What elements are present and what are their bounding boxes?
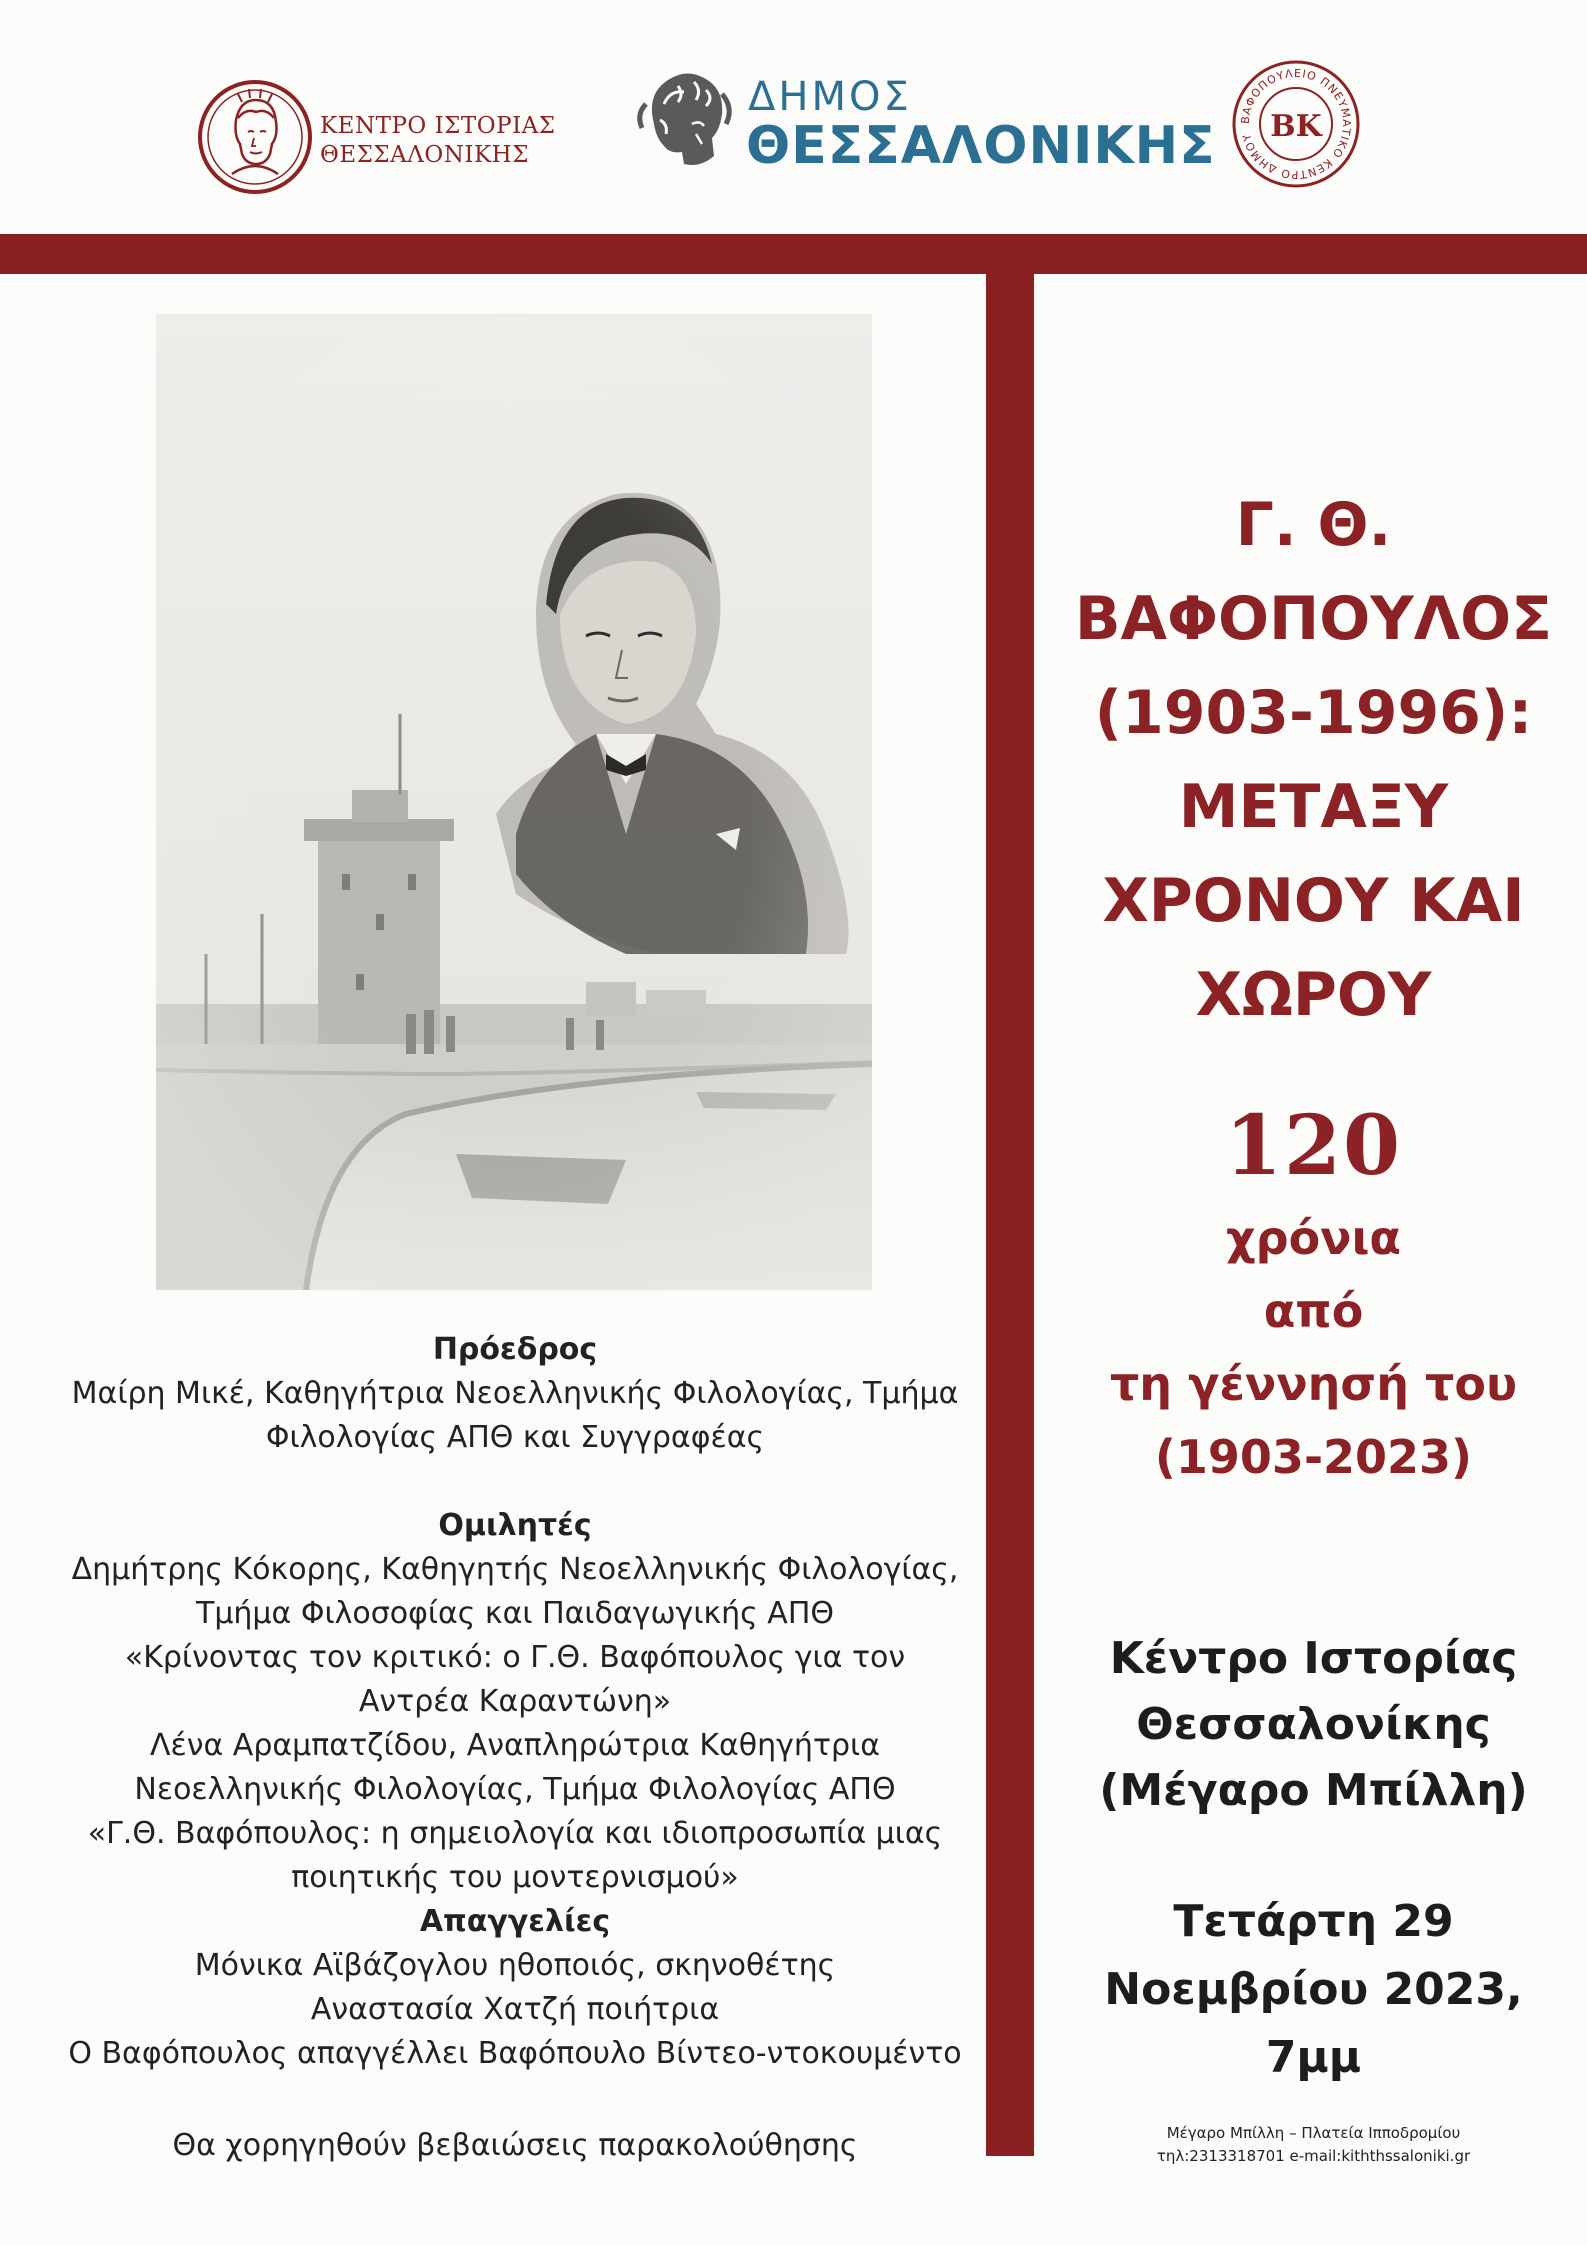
contact-info [1040, 2122, 1587, 2168]
history-center-logo [196, 78, 576, 200]
vafopoulio-seal-icon [1230, 58, 1362, 190]
chair-heading: Πρόεδρος [432, 1332, 598, 1367]
title-line: ΜΕΤΑΞΥ [1178, 772, 1449, 842]
municipality-name-line1: ΔΗΜΟΣ [748, 74, 912, 120]
anniversary-line: χρόνια [1225, 1211, 1402, 1265]
speaker-line: Τμήμα Φιλοσοφίας και Παιδαγωγικής ΑΠΘ [196, 1596, 834, 1631]
speaker-line: ποιητικής του μοντερνισμού» [291, 1860, 739, 1895]
top-red-bar [0, 234, 1587, 274]
anniversary-line: (1903-2023) [1154, 1430, 1473, 1484]
speaker-line: «Κρίνοντας τον κριτικό: ο Γ.Θ. Βαφόπουλος για τον [124, 1640, 906, 1675]
event-title [1040, 478, 1587, 1042]
chair-line: Φιλολογίας ΑΠΘ και Συγγραφέας [265, 1420, 765, 1455]
speaker-line: Δημήτρης Κόκορης, Καθηγητής Νεοελληνικής Φιλολογίας, [71, 1552, 959, 1587]
history-center-seal-icon [196, 78, 314, 196]
vafopoulio-seal-text: ΒΑΦΟΠΟΥΛΕΙΟ ΠΝΕΥΜΑΤΙΚΟ ΚΕΝΤΡΟ ΔΗΜΟΥ [1238, 66, 1354, 182]
history-center-name-line2: ΘΕΣΣΑΛΟΝΙΚΗΣ [320, 142, 529, 168]
title-line: (1903-1996): [1094, 678, 1533, 748]
chair-section [40, 1328, 990, 1460]
contact-phone-email: τηλ:2313318701 e-mail:kiththssaloniki.gr [1156, 2147, 1471, 2165]
date-line: 7μμ [1265, 2032, 1362, 2083]
event-venue [1040, 1626, 1587, 1824]
anniversary-number: 120 [1224, 1098, 1403, 1194]
venue-line: Θεσσαλονίκης [1136, 1699, 1491, 1750]
svg-text:ΒΚ: ΒΚ [1270, 109, 1322, 144]
portrait-photo-white-tower [156, 314, 872, 1290]
contact-address: Μέγαρο Μπίλλη – Πλατεία Ιπποδρομίου [1166, 2124, 1461, 2142]
vertical-red-bar [986, 234, 1034, 2156]
anniversary-line: τη γέννησή του [1109, 1357, 1518, 1411]
history-center-name-line1: ΚΕΝΤΡΟ ΙΣΤΟΡΙΑΣ [320, 113, 556, 139]
speaker-line: Νεοελληνικής Φιλολογίας, Τμήμα Φιλολογίας ΑΠΘ [134, 1772, 896, 1807]
alexander-head-icon [634, 64, 734, 176]
vafopoulio-logo [1230, 58, 1362, 190]
certificates-note [40, 2124, 990, 2168]
readings-heading: Απαγγελίες [419, 1904, 611, 1939]
speaker-line: Λένα Αραμπατζίδου, Αναπληρώτρια Καθηγήτρια [150, 1728, 880, 1763]
anniversary-line: από [1263, 1284, 1364, 1338]
portrait-photo-image [156, 314, 872, 1290]
date-line: Νοεμβρίου 2023, [1104, 1964, 1523, 2015]
certificates-note-text: Θα χορηγηθούν βεβαιώσεις παρακολούθησης [172, 2128, 858, 2163]
reading-line: Αναστασία Χατζή ποιήτρια [310, 1992, 720, 2027]
date-line: Τετάρτη 29 [1173, 1896, 1454, 1947]
anniversary-text [1040, 1202, 1587, 1494]
title-line: Γ. Θ. [1235, 490, 1392, 560]
municipality-logo [634, 64, 1216, 184]
title-line: ΧΩΡΟΥ [1195, 960, 1432, 1030]
reading-line: Μόνικα Αϊβάζογλου ηθοποιός, σκηνοθέτης [194, 1948, 836, 1983]
speakers-section [40, 1504, 990, 2076]
chair-line: Μαίρη Μικέ, Καθηγήτρια Νεοελληνικής Φιλολογίας, Τμήμα [71, 1376, 959, 1411]
municipality-name-line2: ΘΕΣΣΑΛΟΝΙΚΗΣ [746, 116, 1216, 176]
speaker-line: «Γ.Θ. Βαφόπουλος: η σημειολογία και ιδιοπροσωπία μιας [87, 1816, 943, 1851]
reading-line: Ο Βαφόπουλος απαγγέλλει Βαφόπουλο Βίντεο-ντοκουμέντο [68, 2036, 962, 2071]
title-line: ΒΑΦΟΠΟΥΛΟΣ [1074, 584, 1553, 654]
venue-line: (Μέγαρο Μπίλλη) [1099, 1765, 1528, 1816]
speaker-line: Αντρέα Καραντώνη» [358, 1684, 672, 1719]
title-line: ΧΡΟΝΟΥ ΚΑΙ [1102, 866, 1525, 936]
event-date [1040, 1888, 1587, 2092]
speakers-heading: Ομιλητές [438, 1508, 592, 1543]
venue-line: Κέντρο Ιστορίας [1109, 1633, 1518, 1684]
